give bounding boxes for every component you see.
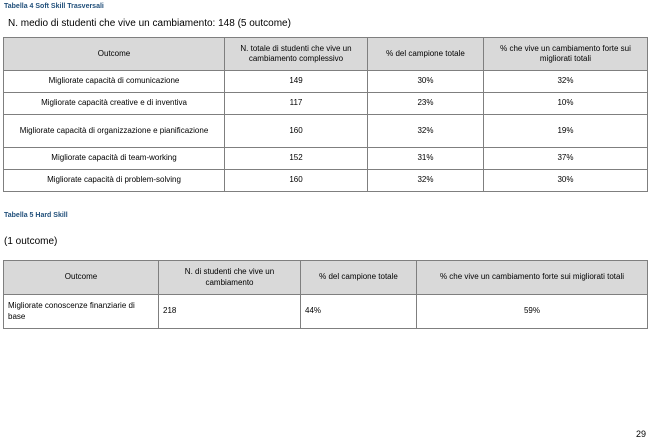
count-cell: 149 — [225, 71, 368, 93]
percent-strong-cell: 59% — [417, 295, 648, 329]
table5-header-row — [4, 261, 648, 295]
outcome-cell: Migliorate capacità di organizzazione e pianificazione — [4, 115, 225, 148]
count-cell: 218 — [159, 295, 301, 329]
percent-sample-cell: 44% — [301, 295, 417, 329]
table4 — [3, 37, 648, 192]
percent-sample-cell: 32% — [368, 170, 484, 192]
percent-sample-cell: 23% — [368, 93, 484, 115]
table4-header-outcome: Outcome — [4, 38, 225, 71]
table-row — [4, 115, 648, 148]
outcome-cell: Migliorate conoscenze finanziarie di base — [4, 295, 159, 329]
page-number: 29 — [635, 429, 646, 439]
table4-header-row — [4, 38, 648, 71]
count-cell: 117 — [225, 93, 368, 115]
table-row — [4, 170, 648, 192]
percent-sample-cell: 32% — [368, 115, 484, 148]
percent-strong-cell: 32% — [484, 71, 648, 93]
table-row — [4, 93, 648, 115]
percent-sample-cell: 30% — [368, 71, 484, 93]
count-cell: 160 — [225, 115, 368, 148]
table4-subtitle: N. medio di studenti che vive un cambiamento: 148 (5 outcome) — [8, 18, 291, 29]
table5 — [3, 260, 648, 329]
table5-header-percent-sample: % del campione totale — [301, 261, 417, 295]
table4-header-percent-strong: % che vive un cambiamento forte sui migliorati totali — [484, 38, 648, 71]
table5-caption: Tabella 5 Hard Skill — [4, 212, 68, 219]
table4-header-percent-sample: % del campione totale — [368, 38, 484, 71]
percent-strong-cell: 30% — [484, 170, 648, 192]
percent-strong-cell: 19% — [484, 115, 648, 148]
outcome-cell: Migliorate capacità di problem-solving — [4, 170, 225, 192]
percent-strong-cell: 37% — [484, 148, 648, 170]
table5-subtitle: (1 outcome) — [4, 236, 58, 247]
count-cell: 160 — [225, 170, 368, 192]
table4-caption: Tabella 4 Soft Skill Trasversali — [4, 3, 104, 10]
outcome-cell: Migliorate capacità di comunicazione — [4, 71, 225, 93]
outcome-cell: Migliorate capacità creative e di inventiva — [4, 93, 225, 115]
table-row — [4, 71, 648, 93]
table5-header-percent-strong: % che vive un cambiamento forte sui migliorati totali — [417, 261, 648, 295]
outcome-cell: Migliorate capacità di team-working — [4, 148, 225, 170]
table4-header-count: N. totale di studenti che vive un cambiamento complessivo — [225, 38, 368, 71]
table5-header-outcome: Outcome — [4, 261, 159, 295]
count-cell: 152 — [225, 148, 368, 170]
table-row — [4, 295, 648, 329]
table-row — [4, 148, 648, 170]
percent-strong-cell: 10% — [484, 93, 648, 115]
percent-sample-cell: 31% — [368, 148, 484, 170]
table5-header-count: N. di studenti che vive un cambiamento — [159, 261, 301, 295]
